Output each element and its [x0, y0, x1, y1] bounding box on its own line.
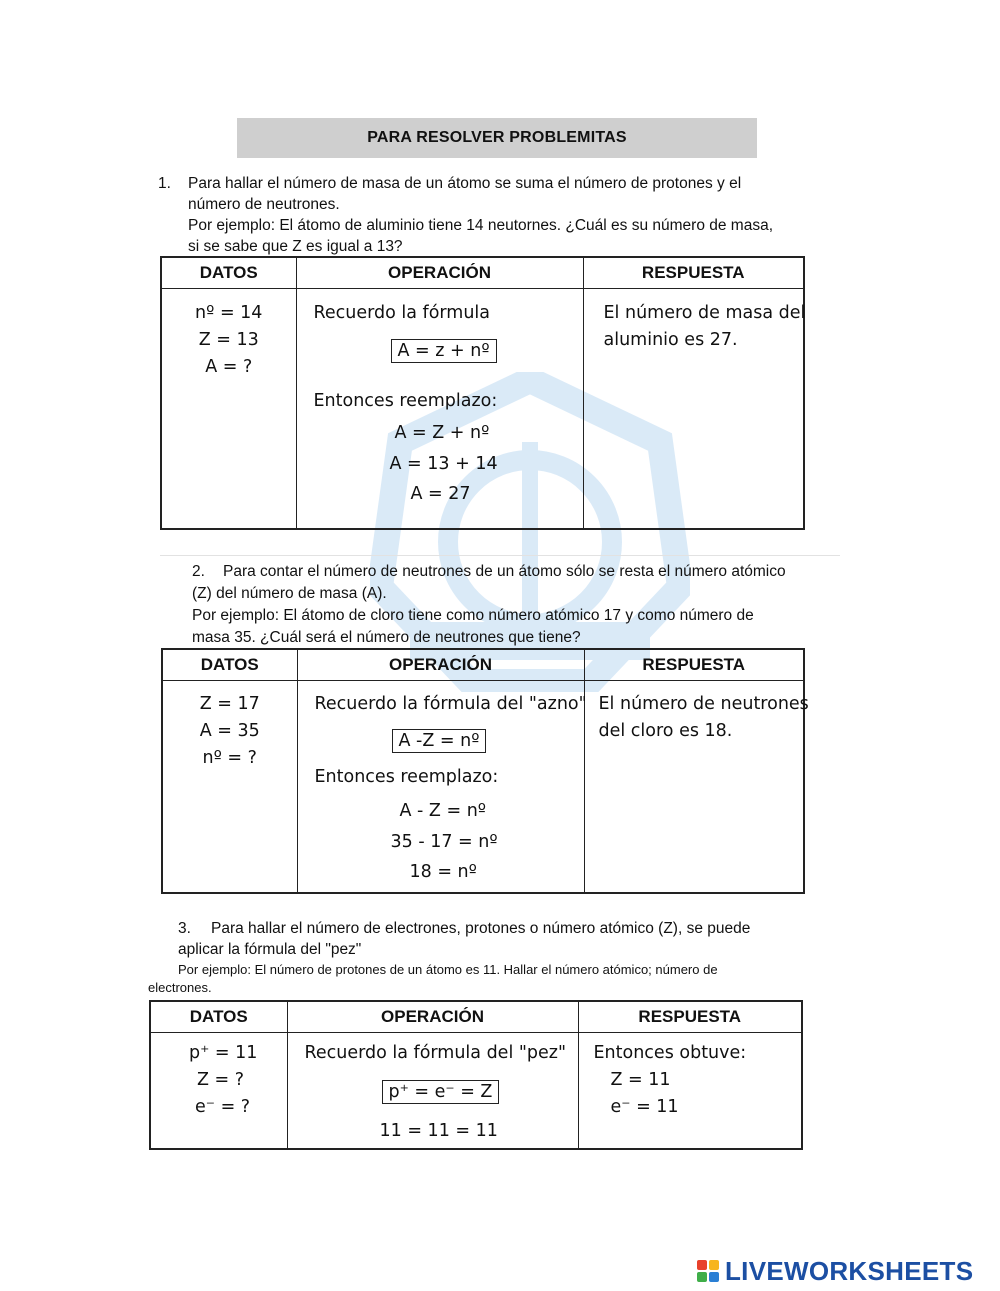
respuesta-cell	[584, 681, 809, 893]
problem-1-number: 1.	[158, 175, 171, 192]
operacion-intro: Recuerdo la fórmula	[313, 303, 491, 323]
respuesta-cell	[583, 289, 804, 529]
header-datos: DATOS	[162, 649, 297, 681]
step-line: A = 13 + 14	[389, 454, 498, 474]
step-line: A = Z + nº	[394, 423, 490, 443]
problem-1-line-3: Por ejemplo: El átomo de aluminio tiene 14 neutornes. ¿Cuál es su número de masa,	[188, 217, 774, 234]
problem-2-line-3: Por ejemplo: El átomo de cloro tiene como número atómico 17 y como número de	[192, 607, 754, 624]
respuesta-line: Z = 11	[610, 1070, 671, 1090]
logo-text: LIVEWORKSHEETS	[725, 1255, 974, 1286]
problem-2-line-2: (Z) del número de masa (A).	[192, 585, 387, 602]
respuesta-line: Entonces obtuve:	[593, 1043, 747, 1063]
formula-box: p⁺ = e⁻ = Z	[382, 1080, 500, 1104]
respuesta-line: El número de neutrones	[598, 694, 809, 714]
step-line: 35 - 17 = nº	[390, 832, 498, 852]
header-datos: DATOS	[161, 257, 296, 289]
operacion-cell	[296, 289, 583, 529]
step-line: 18 = nº	[409, 862, 477, 882]
dato-line: Z = 13	[198, 330, 259, 350]
logo-blocks-icon	[697, 1260, 719, 1282]
separator-line	[160, 555, 840, 556]
datos-cell	[150, 1033, 287, 1149]
header-respuesta: RESPUESTA	[583, 257, 804, 289]
respuesta-line: El número de masa del	[603, 303, 806, 323]
operacion-cell	[287, 1033, 578, 1149]
operacion-cell	[297, 681, 587, 893]
problem-2-line-4: masa 35. ¿Cuál será el número de neutrones que tiene?	[192, 629, 581, 646]
problem-3-text	[148, 918, 840, 997]
problem-3-line-1: Para hallar el número de electrones, protones o número atómico (Z), se puede	[211, 920, 751, 937]
problem-1-line-1: Para hallar el número de masa de un átomo se suma el número de protones y el	[188, 175, 742, 192]
step-line: 11 = 11 = 11	[379, 1121, 498, 1141]
header-respuesta: RESPUESTA	[584, 649, 804, 681]
dato-line: e⁻ = ?	[195, 1097, 251, 1117]
problem-2-number: 2.	[192, 563, 205, 580]
datos-cell	[162, 681, 297, 893]
operacion-then: Entonces reemplazo:	[313, 391, 498, 411]
dato-line: p⁺ = 11	[189, 1043, 258, 1063]
dato-line: nº = 14	[195, 303, 263, 323]
respuesta-line: e⁻ = 11	[610, 1097, 679, 1117]
operacion-intro: Recuerdo la fórmula del "azno"	[314, 694, 587, 714]
dato-line: A = ?	[205, 357, 253, 377]
datos-cell	[161, 289, 296, 529]
problem-3-number: 3.	[178, 920, 191, 937]
page-title: PARA RESOLVER PROBLEMITAS	[237, 118, 757, 158]
liveworksheets-logo	[697, 1254, 973, 1288]
dato-line: A = 35	[199, 721, 260, 741]
formula-box: A -Z = nº	[392, 729, 487, 753]
respuesta-line: del cloro es 18.	[598, 721, 733, 741]
respuesta-cell	[578, 1033, 802, 1149]
problem-1-table	[160, 256, 805, 530]
header-operacion: OPERACIÓN	[296, 257, 583, 289]
header-operacion: OPERACIÓN	[297, 649, 584, 681]
step-line: A = 27	[410, 484, 471, 504]
dato-line: Z = ?	[197, 1070, 245, 1090]
problem-1-line-4: si se sabe que Z es igual a 13?	[188, 238, 403, 255]
header-operacion: OPERACIÓN	[287, 1001, 578, 1033]
problem-2-table	[161, 648, 809, 894]
problem-3-table	[149, 1000, 803, 1150]
operacion-then: Entonces reemplazo:	[314, 767, 499, 787]
problem-2-line-1: Para contar el número de neutrones de un átomo sólo se resta el número atómico	[223, 563, 786, 580]
formula-box: A = z + nº	[391, 339, 497, 363]
dato-line: nº = ?	[202, 748, 257, 768]
problem-2-text	[192, 561, 840, 649]
header-respuesta: RESPUESTA	[578, 1001, 802, 1033]
header-datos: DATOS	[150, 1001, 287, 1033]
respuesta-line: aluminio es 27.	[603, 330, 738, 350]
problem-3-line-3: Por ejemplo: El número de protones de un átomo es 11. Hallar el número atómico; número de	[178, 962, 718, 977]
problem-1-text	[158, 173, 840, 257]
problem-1-line-2: número de neutrones.	[188, 196, 340, 213]
problem-3-line-4: electrones.	[148, 980, 212, 995]
step-line: A - Z = nº	[399, 801, 487, 821]
operacion-intro: Recuerdo la fórmula del "pez"	[304, 1043, 567, 1063]
dato-line: Z = 17	[199, 694, 260, 714]
problem-3-line-2: aplicar la fórmula del "pez"	[178, 941, 362, 958]
